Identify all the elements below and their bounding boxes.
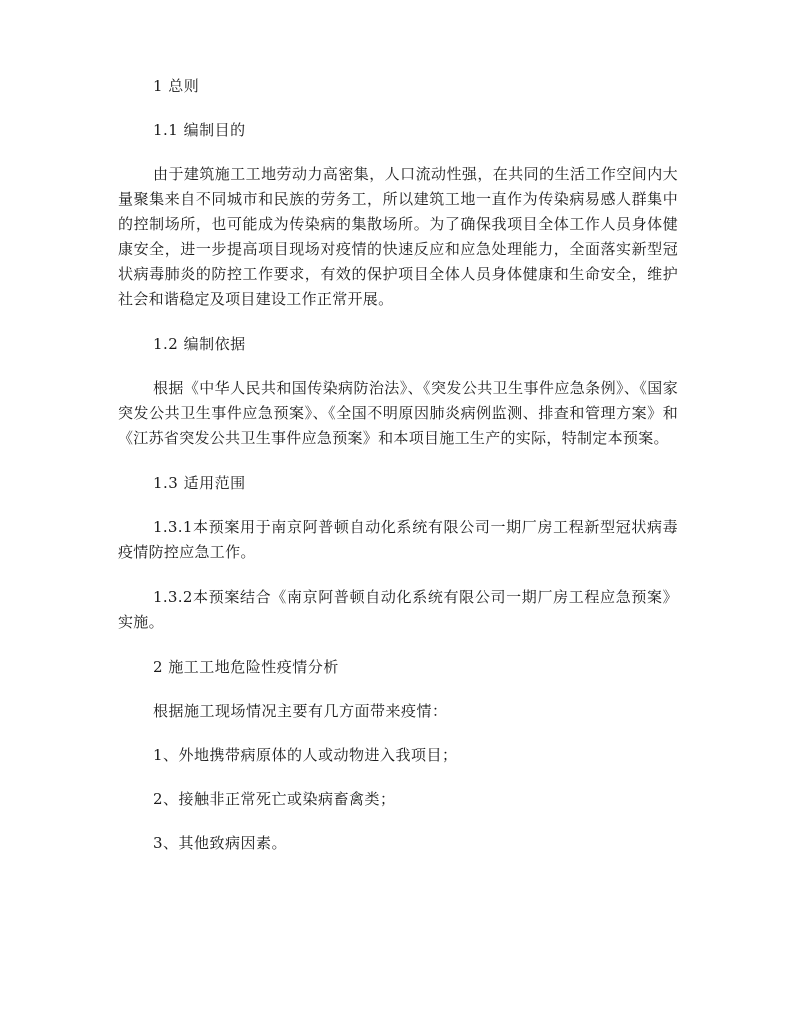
document-body [118,74,678,855]
paragraph-analysis-intro: 根据施工现场情况主要有几方面带来疫情： [153,702,448,720]
subsection-heading-1-1: 1.1 编制目的 [153,121,246,139]
section-heading-1: 1 总则 [153,77,200,95]
paragraph-scope-2: 1.3.2本预案结合《南京阿普顿自动化系统有限公司一期厂房工程应急预案》实施。 [118,588,678,631]
paragraph-purpose: 由于建筑施工工地劳动力高密集，人口流动性强，在共同的生活工作空间内大量聚集来自不同城市和民族的劳务工，所以建筑工地一直作为传染病易感人群集中的控制场所，也可能成为传染病的集散场所。为了确保我项目全体工作人员身体健康安全，进一步提高项目现场对疫情的快速反应和应急处理能力，全面落实新型冠状病毒肺炎的防控工作要求，有效的保护项目全体人员身体健康和生命安全，维护社会和谐稳定及项目建设工作正常开展。 [118,165,678,308]
section-heading-2: 2 施工工地危险性疫情分析 [153,658,339,676]
subsection-heading-1-2: 1.2 编制依据 [153,335,246,353]
list-item-2: 2、接触非正常死亡或染病畜禽类； [153,790,396,808]
paragraph-basis: 根据《中华人民共和国传染病防治法》、《突发公共卫生事件应急条例》、《国家突发公共卫生事件应急预案》、《全国不明原因肺炎病例监测、排查和管理方案》和《江苏省突发公共卫生事件应急预案》和本项目施工生产的实际，特制定本预案。 [118,379,678,447]
list-item-1: 1、外地携带病原体的人或动物进入我项目； [153,746,458,764]
list-item-3: 3、其他致病因素。 [153,834,288,852]
paragraph-scope-1: 1.3.1本预案用于南京阿普顿自动化系统有限公司一期厂房工程新型冠状病毒疫情防控应急工作。 [118,518,678,561]
subsection-heading-1-3: 1.3 适用范围 [153,474,246,492]
